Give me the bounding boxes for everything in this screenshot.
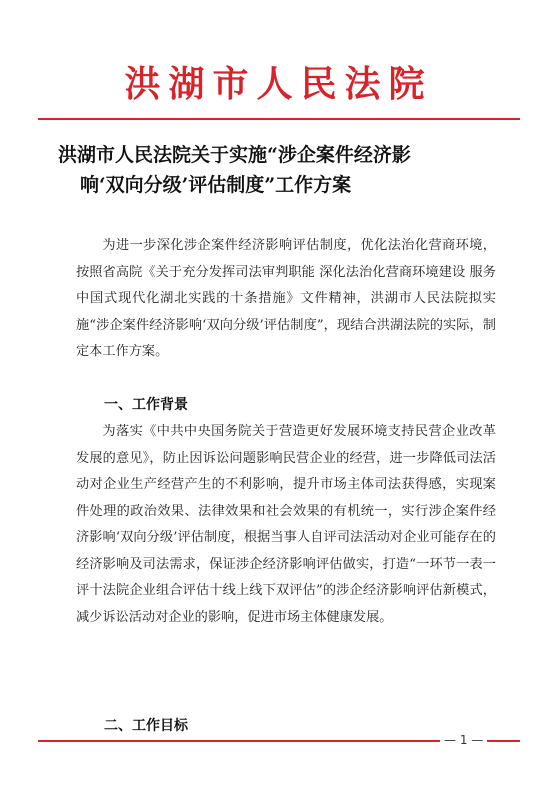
intro-paragraph: 为进一步深化涉企案件经济影响评估制度，优化法治化营商环境，按照省高院《关于充分发挥司法审判职能 深化法治化营商环境建设 服务中国式现代化湖北实践的十条措施》文件精神，洪湖市人民法院拟实施“涉企案件经济影响‘双向分级’评估制度”，现结合洪湖法院的实际，制定本工作方案。 xyxy=(76,238,496,359)
document-title-line2: 响‘双向分级’评估制度”工作方案 xyxy=(80,174,352,196)
page-number: — 1 — xyxy=(440,733,487,747)
section-heading-goals: 二、工作目标 xyxy=(104,718,188,734)
background-section xyxy=(76,419,496,631)
section-heading-background: 一、工作背景 xyxy=(104,397,188,413)
background-paragraph: 为落实《中共中央国务院关于营造更好发展环境支持民营企业改革发展的意见》，防止因诉讼问题影响民营企业的经营，进一步降低司法活动对企业生产经营产生的不利影响，提升市场主体司法获得感，实现案件处理的政治效果、法律效果和社会效果的有机统一，实行涉企案件经济影响‘双向分级’评估制度，根据当事人自评司法活动对企业可能存在的经济影响及司法需求，保证涉企经济影响评估做实，打造“一环节一表一评十法院企业组合评估十线上线下双评估”的涉企经济影响评估新模式，减少诉讼活动对企业的影响，促进市场主体健康发展。 xyxy=(76,424,496,625)
document-title-line1: 洪湖市人民法院关于实施“涉企案件经济影 xyxy=(58,144,411,166)
document-title xyxy=(58,140,508,200)
letterhead-red-rule xyxy=(38,118,520,120)
letterhead-org-name: 洪湖市人民法院 xyxy=(124,63,433,105)
intro-section xyxy=(76,233,496,366)
